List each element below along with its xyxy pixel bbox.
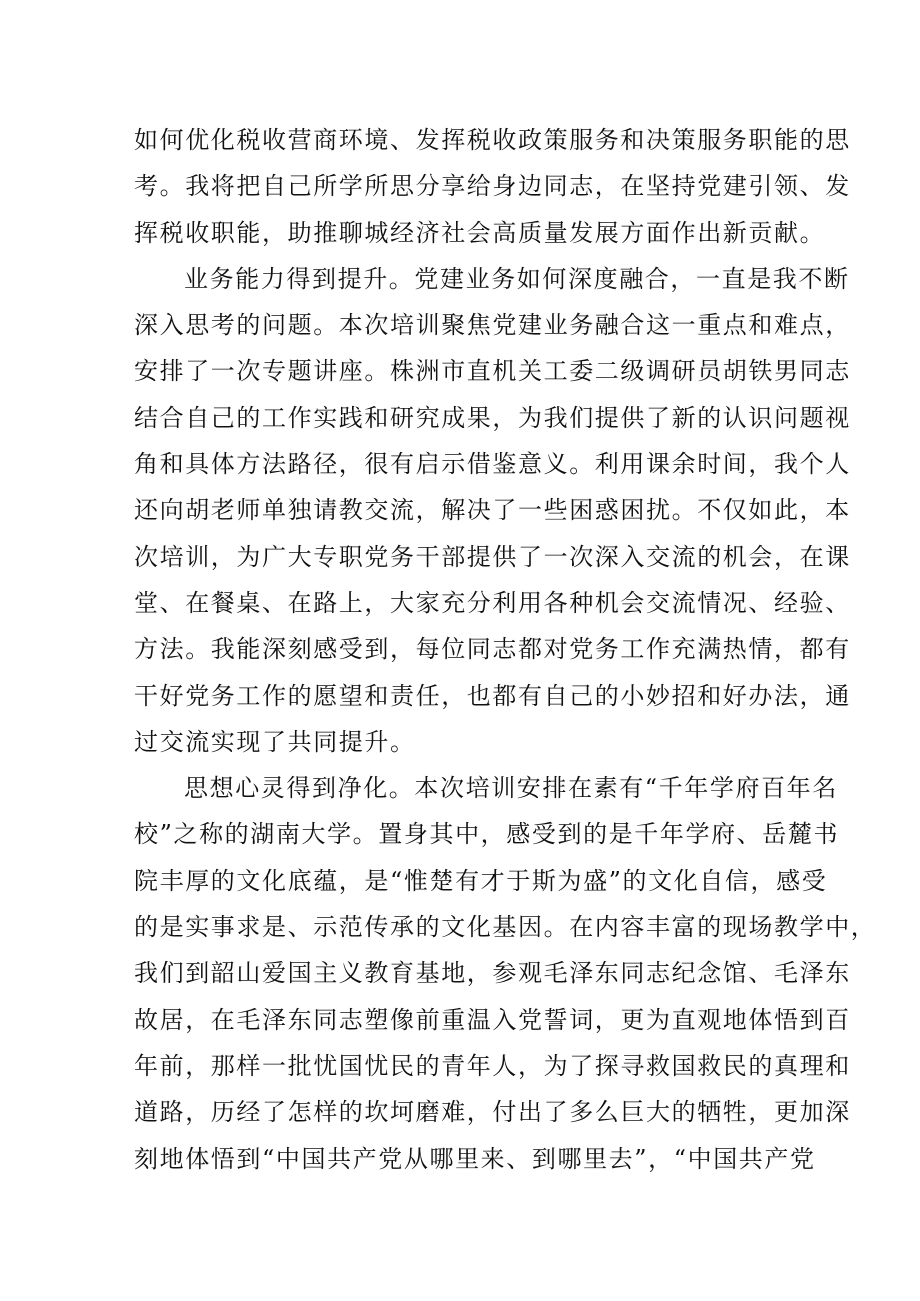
text-line: 次培训，为广大专职党务干部提供了一次深入交流的机会，在课: [134, 542, 851, 571]
text-line: 过交流实现了共同提升。: [134, 727, 416, 756]
text-line: 年前，那样一批忧国忧民的青年人，为了探寻救国救民的真理和: [134, 1051, 851, 1080]
text-line: 堂、在餐桌、在路上，大家充分利用各种机会交流情况、经验、: [134, 588, 851, 617]
text-line: 道路，历经了怎样的坎坷磨难，付出了多么巨大的牺牲，更加深: [134, 1098, 851, 1127]
text-line: 院丰厚的文化底蕴，是“惟楚有才于斯为盛”的文化自信，感受: [134, 866, 828, 895]
text-line: 还向胡老师单独请教交流，解决了一些困惑困扰。不仅如此，本: [134, 496, 851, 525]
text-line: 角和具体方法路径，很有启示借鉴意义。利用课余时间，我个人: [134, 450, 851, 479]
text-line: 刻地体悟到“中国共产党从哪里来、到哪里去”，“中国共产党: [134, 1144, 816, 1173]
text-line: 我们到韶山爱国主义教育基地，参观毛泽东同志纪念馆、毛泽东: [134, 959, 851, 988]
paragraph-start-line: 业务能力得到提升。党建业务如何深度融合，一直是我不断: [184, 264, 850, 293]
text-line: 考。我将把自己所学所思分享给身边同志，在坚持党建引领、发: [134, 172, 851, 201]
text-line: 结合自己的工作实践和研究成果，为我们提供了新的认识问题视: [134, 403, 851, 432]
text-line: 挥税收职能，助推聊城经济社会高质量发展方面作出新贡献。: [134, 218, 826, 247]
text-line: 故居，在毛泽东同志塑像前重温入党誓词，更为直观地体悟到百: [134, 1005, 851, 1034]
paragraph-start-line: 思想心灵得到净化。本次培训安排在素有“千年学府百年名: [184, 774, 838, 803]
body-text: [134, 117, 877, 1182]
text-line: 干好党务工作的愿望和责任，也都有自己的小妙招和好办法，通: [134, 681, 851, 710]
text-line: 安排了一次专题讲座。株洲市直机关工委二级调研员胡铁男同志: [134, 357, 851, 386]
text-line: 校”之称的湖南大学。置身其中，感受到的是千年学府、岳麓书: [134, 820, 840, 849]
text-line: 深入思考的问题。本次培训聚焦党建业务融合这一重点和难点，: [134, 311, 851, 340]
text-line: 的是实事求是、示范传承的文化基因。在内容丰富的现场教学中，: [134, 913, 877, 942]
text-line: 如何优化税收营商环境、发挥税收政策服务和决策服务职能的思: [134, 126, 851, 154]
text-line: 方法。我能深刻感受到，每位同志都对党务工作充满热情，都有: [134, 635, 851, 664]
